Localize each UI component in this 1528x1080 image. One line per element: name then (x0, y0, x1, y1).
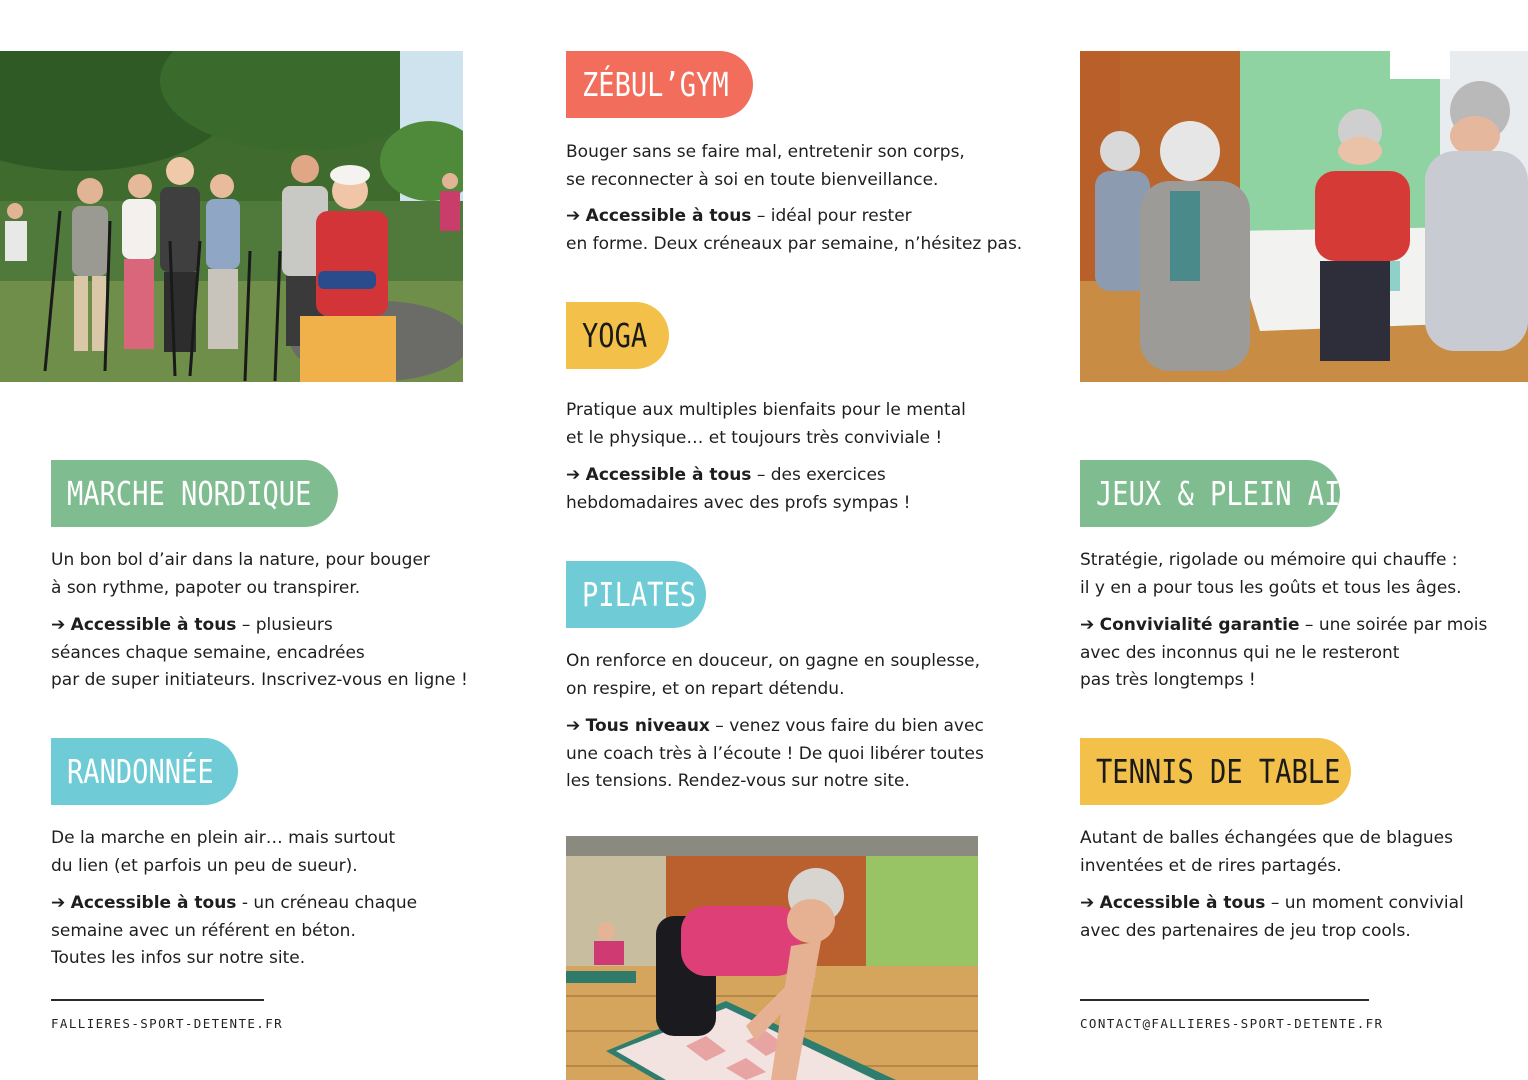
jeux-details: ➔ Convivialité garantie – une soirée par mois avec des inconnus qui ne le resteront pas très longtemps ! (1080, 615, 1488, 690)
yoga-description: Pratique aux multiples bienfaits pour le mental et le physique… et toujours très conviviale ! (566, 400, 966, 448)
tag-tennis-de-table (1080, 738, 1351, 805)
arrow-icon: ➔ (51, 893, 66, 913)
tag-pilates (566, 561, 706, 628)
arrow-icon: ➔ (1080, 615, 1095, 635)
tag-marche-nordique (51, 460, 338, 527)
footer-divider (1080, 999, 1369, 1001)
tag-label: YOGA (582, 316, 648, 355)
marche-description: Un bon bol d’air dans la nature, pour bouger à son rythme, papoter ou transpirer. (51, 550, 430, 598)
yoga-details: ➔ Accessible à tous – des exercices hebdomadaires avec des profs sympas ! (566, 465, 911, 513)
footer-divider (51, 999, 264, 1001)
tag-label: MARCHE NORDIQUE (67, 474, 312, 513)
arrow-icon: ➔ (566, 716, 581, 736)
arrow-icon: ➔ (566, 206, 581, 226)
tennis-details: ➔ Accessible à tous – un moment convivial avec des partenaires de jeu trop cools. (1080, 893, 1464, 941)
tag-label: PILATES (582, 575, 697, 614)
tag-yoga (566, 302, 669, 369)
photo-board-games (1080, 51, 1528, 382)
tag-randonnee (51, 738, 238, 805)
pilates-description: On renforce en douceur, on gagne en souplesse, on respire, et on repart détendu. (566, 651, 981, 699)
rando-description: De la marche en plein air… mais surtout du lien (et parfois un peu de sueur). (51, 828, 396, 876)
photo-pilates-class (566, 836, 978, 1080)
marche-details: ➔ Accessible à tous – plusieurs séances chaque semaine, encadrées par de super initiateurs. Inscrivez-vous en ligne ! (51, 615, 468, 690)
tag-jeux-plein-air (1080, 460, 1357, 527)
pilates-details: ➔ Tous niveaux – venez vous faire du bien avec une coach très à l’écoute ! De quoi libérer toutes les tensions. Rendez-vous sur notre site. (566, 716, 984, 791)
arrow-icon: ➔ (51, 615, 66, 635)
jeux-description: Stratégie, rigolade ou mémoire qui chauffe : il y en a pour tous les goûts et tous les âges. (1080, 550, 1462, 598)
tag-label: JEUX & PLEIN AIR (1096, 474, 1357, 513)
tennis-description: Autant de balles échangées que de blagues inventées et de rires partagés. (1080, 828, 1453, 876)
footer-contact-email[interactable]: CONTACT@FALLIERES-SPORT-DETENTE.FR (1080, 1016, 1384, 1031)
arrow-icon: ➔ (566, 465, 581, 485)
tag-label: TENNIS DE TABLE (1096, 752, 1341, 791)
rando-details: ➔ Accessible à tous - un créneau chaque semaine avec un référent en béton. Toutes les infos sur notre site. (51, 893, 418, 968)
photo-nordic-walking-group (0, 51, 463, 382)
tag-label: ZÉBUL’GYM (582, 65, 729, 104)
zebul-description: Bouger sans se faire mal, entretenir son corps, se reconnecter à soi en toute bienveillance. (566, 142, 965, 190)
tag-label: RANDONNÉE (67, 752, 214, 791)
tag-zebul-gym (566, 51, 753, 118)
footer-website[interactable]: FALLIERES-SPORT-DETENTE.FR (51, 1016, 284, 1031)
arrow-icon: ➔ (1080, 893, 1095, 913)
zebul-details: ➔ Accessible à tous – idéal pour rester en forme. Deux créneaux par semaine, n’hésitez pas. (566, 206, 1023, 254)
